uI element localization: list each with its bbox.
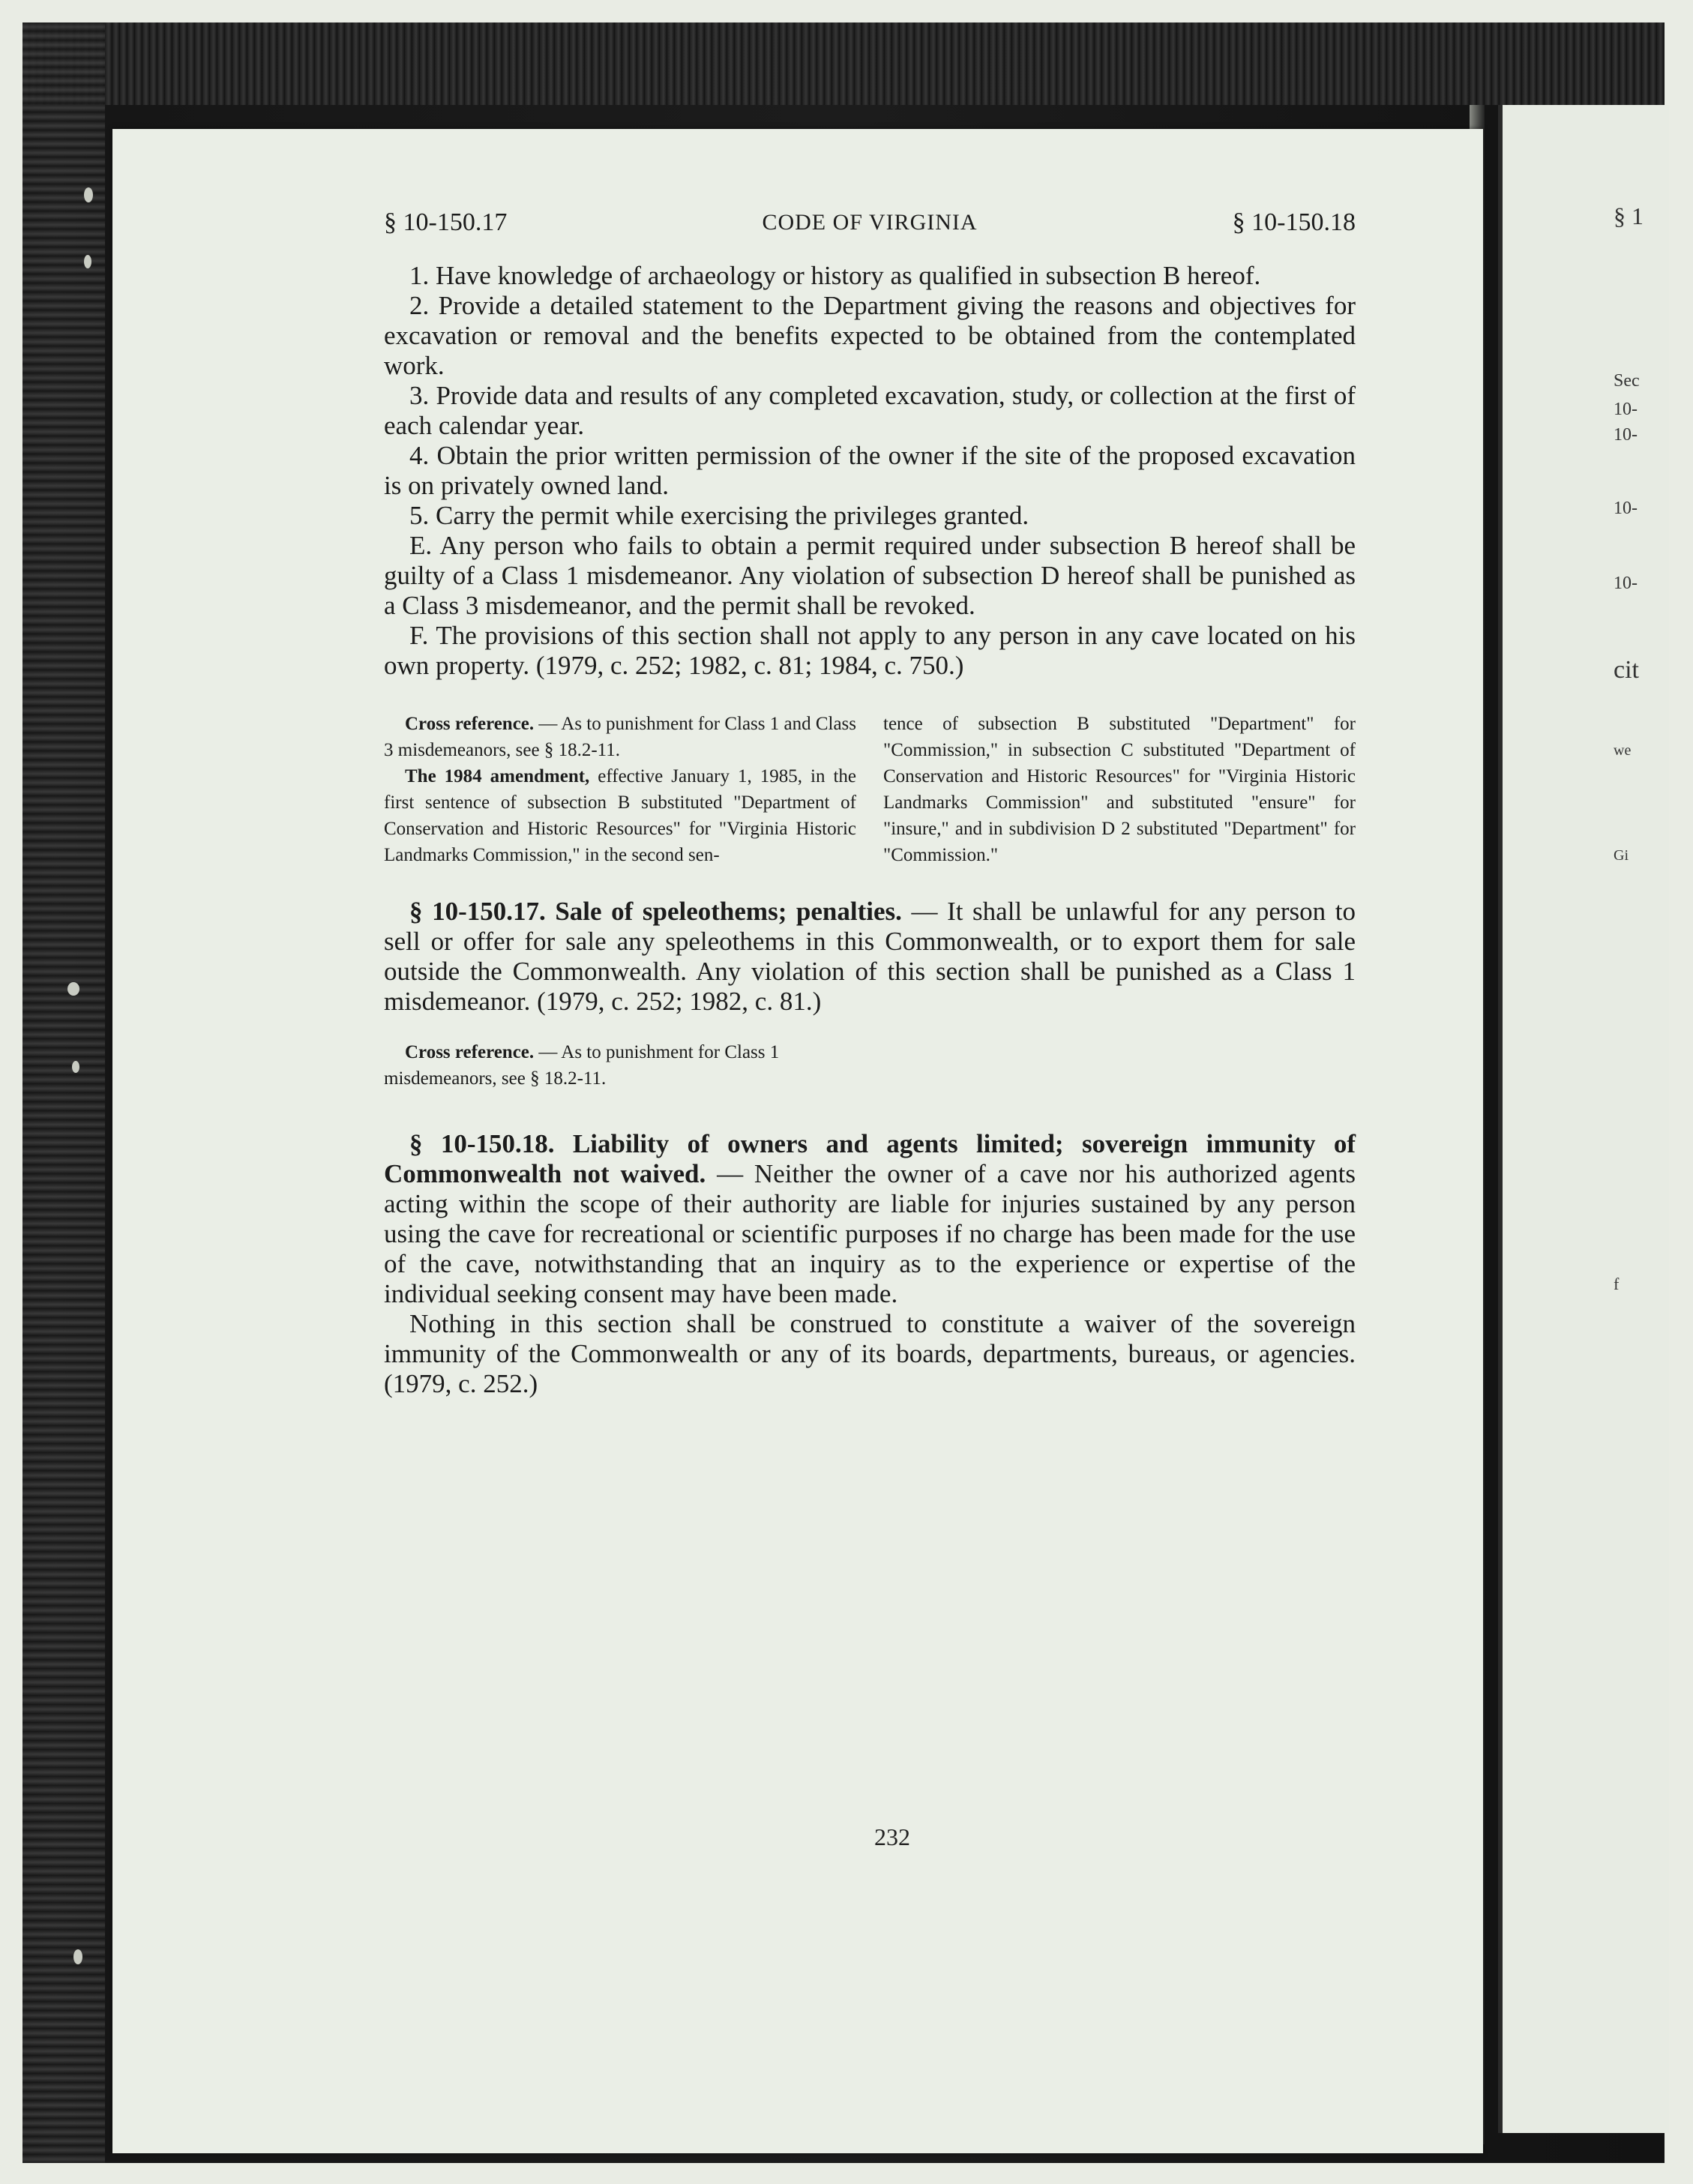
adjacent-page-fragment: 10- xyxy=(1614,574,1638,593)
scanner-frame-left xyxy=(22,22,105,2163)
adjacent-page-fragment: Gi xyxy=(1614,847,1629,864)
paragraph: F. The provisions of this section shall not apply to any person in any cave located on his own property. (1979, c. 252; 1982, c. 81; 1984, c. 750.) xyxy=(384,621,1356,680)
note-text: — As to punishment for Class 1 and Class 3 misdemeanors, see § 18.2-11. xyxy=(384,714,857,760)
paragraph: 3. Provide data and results of any completed excavation, study, or collection at the first of each calendar year. xyxy=(384,381,1356,440)
header-title: CODE OF VIRGINIA xyxy=(762,210,978,235)
cross-reference-note xyxy=(384,711,856,763)
section-heading: § 10-150.17. Sale of speleothems; penalties. xyxy=(409,897,902,926)
paragraph: 1. Have knowledge of archaeology or history as qualified in subsection B hereof. xyxy=(409,261,1261,290)
scanner-frame-top xyxy=(22,22,1665,105)
note-text: — As to punishment for Class 1 misdemeanors, see § 18.2-11. xyxy=(384,1042,780,1089)
note-text: effective January 1, 1985, in the first sentence of subsection B substituted "Department of Conservation and Historic Resources" for "Virginia Historic Landmarks Commission," in the second sen- xyxy=(384,766,856,865)
paragraph: 2. Provide a detailed statement to the Department giving the reasons and objectives for excavation or removal and the benefits expected to be obtained from the contemplated work. xyxy=(384,291,1356,380)
binder-hole xyxy=(67,982,79,996)
note-label: Cross reference. xyxy=(405,1042,535,1062)
notes-right-column xyxy=(883,711,1356,868)
note-label: The 1984 amendment, xyxy=(405,766,590,786)
adjacent-page-fragment: § 1 xyxy=(1614,202,1644,229)
section-paragraph xyxy=(384,1129,1356,1309)
header-left-section: § 10-150.17 xyxy=(384,208,508,236)
paragraph: 5. Carry the permit while exercising the privileges granted. xyxy=(409,501,1029,530)
page-number: 232 xyxy=(874,1823,910,1850)
section-heading: § 10-150.18. Liability of owners and agents limited; sovereign immunity of Commonwealth not waived. xyxy=(384,1129,1356,1188)
binder-hole xyxy=(84,187,93,202)
section-17-note xyxy=(384,1039,856,1092)
binder-hole xyxy=(72,1061,79,1073)
section-text: — Neither the owner of a cave nor his authorized agents acting within the scope of their authority are liable for injuries sustained by any person using the cave for recreational or scientific purposes if no charge has been made for the use of the cave, notwithstanding that an inquiry as to the experience or expertise of the individual seeking consent may have been made. xyxy=(384,1159,1356,1308)
header-right-section: § 10-150.18 xyxy=(1232,208,1356,236)
binder-hole xyxy=(84,255,91,268)
adjacent-page xyxy=(1498,105,1669,2133)
adjacent-page-fragment: f xyxy=(1614,1275,1620,1293)
adjacent-page-fragment: 10- xyxy=(1614,400,1638,419)
adjacent-page-fragment: 10- xyxy=(1614,499,1638,518)
section-10-150-18 xyxy=(384,1129,1356,1399)
adjacent-page-fragment: 10- xyxy=(1614,425,1638,445)
section-text: — It shall be unlawful for any person to sell or offer for sale any speleothems in this Commonwealth, or to export them for sale outside the Commonwealth. Any violation of this section shall be punished as a Class 1 misdemeanor. (1979, c. 252; 1982, c. 81.) xyxy=(384,897,1356,1016)
note-label: Cross reference. xyxy=(405,714,535,734)
adjacent-page-fragment: we xyxy=(1614,742,1632,759)
statute-body xyxy=(384,261,1356,681)
page-content xyxy=(384,208,1356,1399)
paragraph: E. Any person who fails to obtain a permit required under subsection B hereof shall be guilty of a Class 1 misdemeanor. Any violation of subsection D hereof shall be punished as a Class 3 misdemeanor, and the permit shall be revoked. xyxy=(384,531,1356,620)
cross-reference-note xyxy=(384,1039,856,1092)
amendment-note-continued: tence of subsection B substituted "Department" for "Commission," in subsection C substituted "Department of Conservation and Historic Resources" for "Virginia Historic Landmarks Commission" and substituted "ensure" for "insure," and in subdivision D 2 substituted "Department" for "Commission." xyxy=(883,714,1356,865)
notes-left-column xyxy=(384,711,856,868)
adjacent-page-fragment: cit xyxy=(1614,656,1639,684)
section-10-150-17 xyxy=(384,897,1356,1017)
running-head xyxy=(384,208,1356,244)
amendment-note xyxy=(384,763,856,868)
section-paragraph: Nothing in this section shall be construed to constitute a waiver of the sovereign immunity of the Commonwealth or any of its boards, departments, bureaus, or agencies. (1979, c. 252.) xyxy=(384,1309,1356,1398)
paragraph: 4. Obtain the prior written permission of the owner if the site of the proposed excavation is on privately owned land. xyxy=(384,441,1356,500)
section-paragraph xyxy=(384,897,1356,1017)
annotation-notes xyxy=(384,711,1356,868)
adjacent-page-fragment: Sec xyxy=(1614,371,1640,391)
binder-hole xyxy=(73,1949,82,1964)
